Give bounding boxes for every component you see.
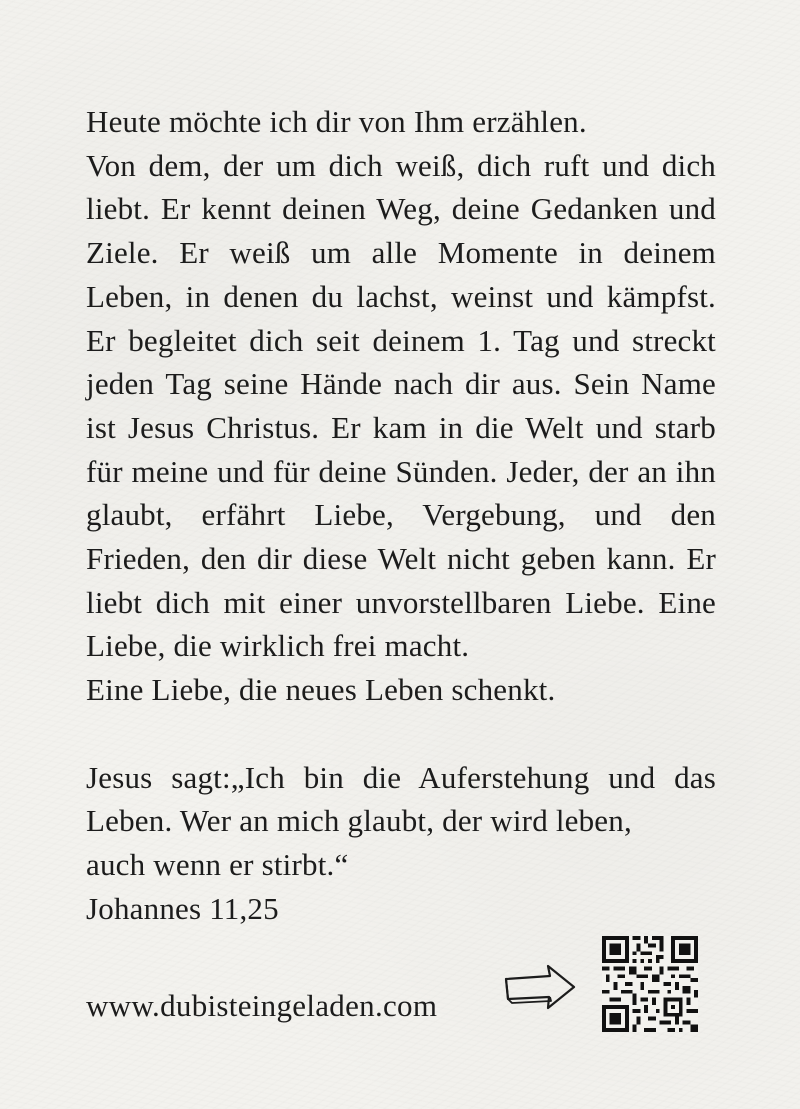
card-text bbox=[86, 100, 716, 930]
bible-reference: Johannes 11,25 bbox=[86, 890, 279, 926]
quote-last-line: auch wenn er stirbt.“ bbox=[86, 846, 349, 882]
website-link[interactable]: www.dubisteingeladen.com bbox=[86, 988, 438, 1023]
hand-drawn-arrow-right-icon bbox=[502, 962, 578, 1012]
quote-paragraph: Jesus sagt:„Ich bin die Auferstehung und das Leben. Wer an mich glaubt, der wird leben, bbox=[86, 759, 716, 839]
intro-paragraph: Von dem, der um dich weiß, dich ruft und dich liebt. Er kennt deinen Weg, deine Gedanken und Ziele. Er weiß um alle Momente in deinem Leben, in denen du lachst, weinst und kämpfst. Er begleitet dich seit deinem 1. Tag und streckt jeden Tag seine Hände nach dir aus. Sein Name ist Jesus Christus. Er kam in die Welt und starb für meine und für deine Sünden. Jeder, der an ihn glaubt, erfährt Liebe, Vergebung, und den Frieden, den dir diese Welt nicht geben kann. Er liebt dich mit einer unvorstellbaren Liebe. Eine Liebe, die wirklich frei macht. bbox=[86, 147, 716, 664]
intro-heading-line: Heute möchte ich dir von Ihm erzählen. bbox=[86, 104, 587, 139]
spacer bbox=[86, 712, 716, 756]
intro-last-line: Eine Liebe, die neues Leben schenkt. bbox=[86, 672, 556, 708]
qr-code-icon[interactable] bbox=[602, 936, 698, 1032]
